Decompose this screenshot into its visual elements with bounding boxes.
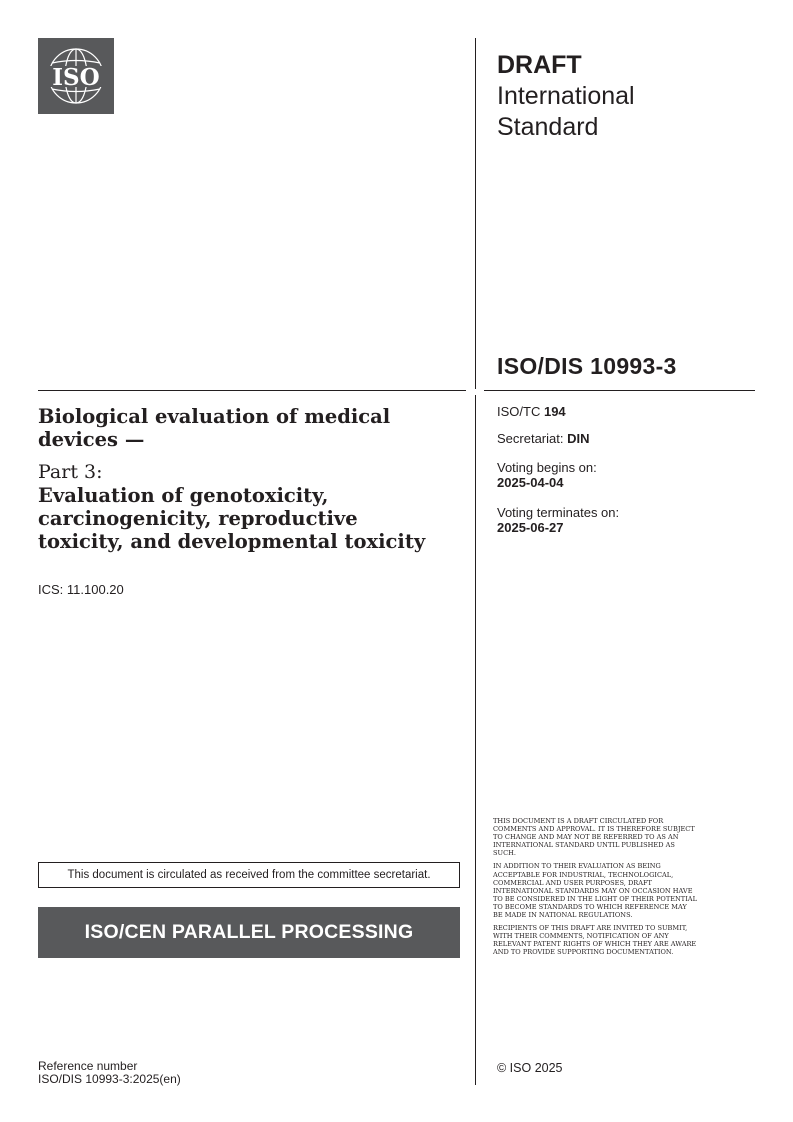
title-part: Part 3: — [38, 461, 103, 483]
iso-logo — [38, 38, 114, 114]
title-sub-2: carcinogenicity, reproductive — [38, 507, 358, 530]
voting-begins-value: 2025-04-04 — [497, 475, 564, 490]
draft-standard: Standard — [497, 113, 599, 141]
draft-disclaimer — [493, 817, 698, 962]
vertical-divider-bottom — [475, 395, 476, 1085]
voting-terminates-value: 2025-06-27 — [497, 520, 564, 535]
disclaimer-paragraph-3: RECIPIENTS OF THIS DRAFT ARE INVITED TO SUBMIT, WITH THEIR COMMENTS, NOTIFICATION OF ANY RELEVANT PATENT RIGHTS OF WHICH THEY ARE AWARE AND TO PROVIDE SUPPORTING DOCUMENTATION. — [493, 924, 697, 957]
title-main-1: Biological evaluation of medical — [38, 405, 391, 428]
reference-value: ISO/DIS 10993-3:2025(en) — [38, 1072, 181, 1086]
draft-label: DRAFT — [497, 51, 582, 79]
voting-begins-label: Voting begins on: — [497, 460, 597, 475]
copyright: © ISO 2025 — [497, 1061, 563, 1075]
circulated-notice: This document is circulated as received from the committee secretariat. — [38, 862, 460, 888]
draft-international: International — [497, 82, 635, 110]
document-title — [38, 405, 458, 553]
title-sub-1: Evaluation of genotoxicity, — [38, 484, 329, 507]
iso-globe-icon — [38, 38, 114, 114]
voting-terminates-label: Voting terminates on: — [497, 505, 620, 520]
ics-code: ICS: 11.100.20 — [38, 582, 124, 597]
parallel-processing-banner: ISO/CEN PARALLEL PROCESSING — [38, 907, 460, 958]
draft-heading — [497, 50, 757, 143]
title-main-2: devices — — [38, 428, 145, 451]
reference-number — [38, 1060, 181, 1086]
vertical-divider-top — [475, 38, 476, 389]
secretariat-line — [497, 431, 590, 446]
secretariat-label: Secretariat: — [497, 431, 564, 446]
voting-terminates — [497, 505, 619, 535]
secretariat-value: DIN — [567, 431, 590, 446]
horizontal-divider-right — [484, 390, 755, 391]
voting-begins — [497, 460, 597, 490]
document-number: ISO/DIS 10993-3 — [497, 353, 677, 379]
tc-label: ISO/TC — [497, 404, 541, 419]
disclaimer-paragraph-2: IN ADDITION TO THEIR EVALUATION AS BEING ACCEPTABLE FOR INDUSTRIAL, TECHNOLOGICAL, COMMERCIAL AND USER PURPOSES, DRAFT INTERNATIONAL STANDARDS MAY ON OCCASION HAVE TO BE CONSIDERED IN THE LIGHT OF THEIR POTENTIAL TO BECOME STANDARDS TO WHICH REFERENCE MAY BE MADE IN NATIONAL REGULATIONS. — [493, 862, 697, 920]
tc-line — [497, 404, 566, 419]
tc-value: 194 — [543, 404, 566, 419]
logo-text: ISO — [52, 64, 100, 91]
reference-label: Reference number — [38, 1059, 138, 1073]
horizontal-divider-left — [38, 390, 466, 391]
disclaimer-paragraph-1: THIS DOCUMENT IS A DRAFT CIRCULATED FOR COMMENTS AND APPROVAL. IT IS THEREFORE SUBJECT TO CHANGE AND MAY NOT BE REFERRED TO AS AN INTERNATIONAL STANDARD UNTIL PUBLISHED AS SUCH. — [493, 817, 695, 858]
title-sub-3: toxicity, and developmental toxicity — [38, 530, 426, 553]
